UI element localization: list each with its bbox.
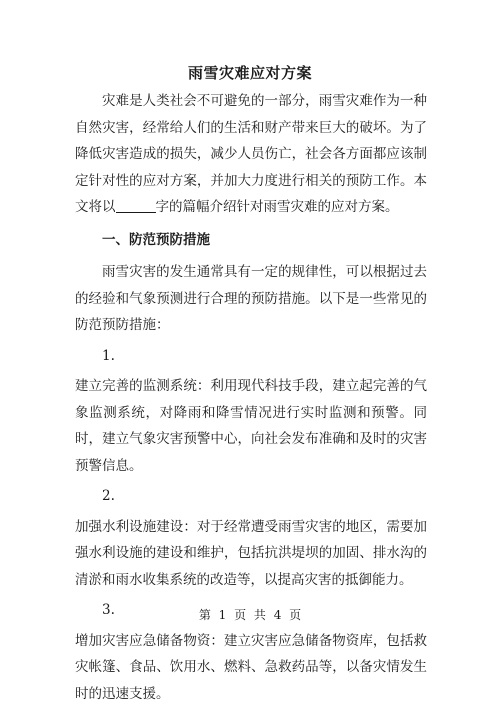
intro-text-part1: 灾难是人类社会不可避免的一部分，雨雪灾难作为一种自然灾害，经常给人们的生活和财产带来巨大的破坏。为了降低灾害造成的损失，减少人员伤亡，社会各方面都应该制定针对性的应对方案，并加大力度进行相关的预防工作。本文将以 — [75, 93, 427, 215]
section-intro-paragraph: 雨雪灾害的发生通常具有一定的规律性，可以根据过去的经验和气象预测进行合理的预防措施。以下是一些常见的防范预防措施： — [75, 259, 427, 339]
list-item-text: 建立完善的监测系统：利用现代科技手段，建立起完善的气象监测系统，对降雨和降雪情况进行实时监测和预警。同时，建立气象灾害预警中心，向社会发布准确和及时的灾害预警信息。 — [75, 373, 427, 479]
list-item-number: 1. — [75, 343, 427, 370]
list-item-number: 3. — [75, 597, 427, 624]
document-title: 雨雪灾难应对方案 — [0, 62, 500, 83]
list-item-text: 增加灾害应急储备物资：建立灾害应急储备物资库，包括救灾帐篷、食品、饮用水、燃料、急救药品等，以备灾情发生时的迅速支援。 — [75, 628, 427, 707]
list-item-text: 加强水利设施建设：对于经常遭受雨雪灾害的地区，需要加强水利设施的建设和维护，包括抗洪堤坝的加固、排水沟的清淤和雨水收集系统的改造等，以提高灾害的抵御能力。 — [75, 514, 427, 594]
intro-paragraph — [75, 88, 427, 221]
list-item-number: 2. — [75, 483, 427, 510]
blank-underline — [116, 198, 156, 213]
section-heading: 一、防范预防措施 — [75, 227, 427, 254]
intro-text-part2: 字的篇幅介绍针对雨雪灾难的应对方案。 — [156, 199, 399, 215]
page-number-footer: 第 1 页 共 4 页 — [0, 606, 500, 623]
